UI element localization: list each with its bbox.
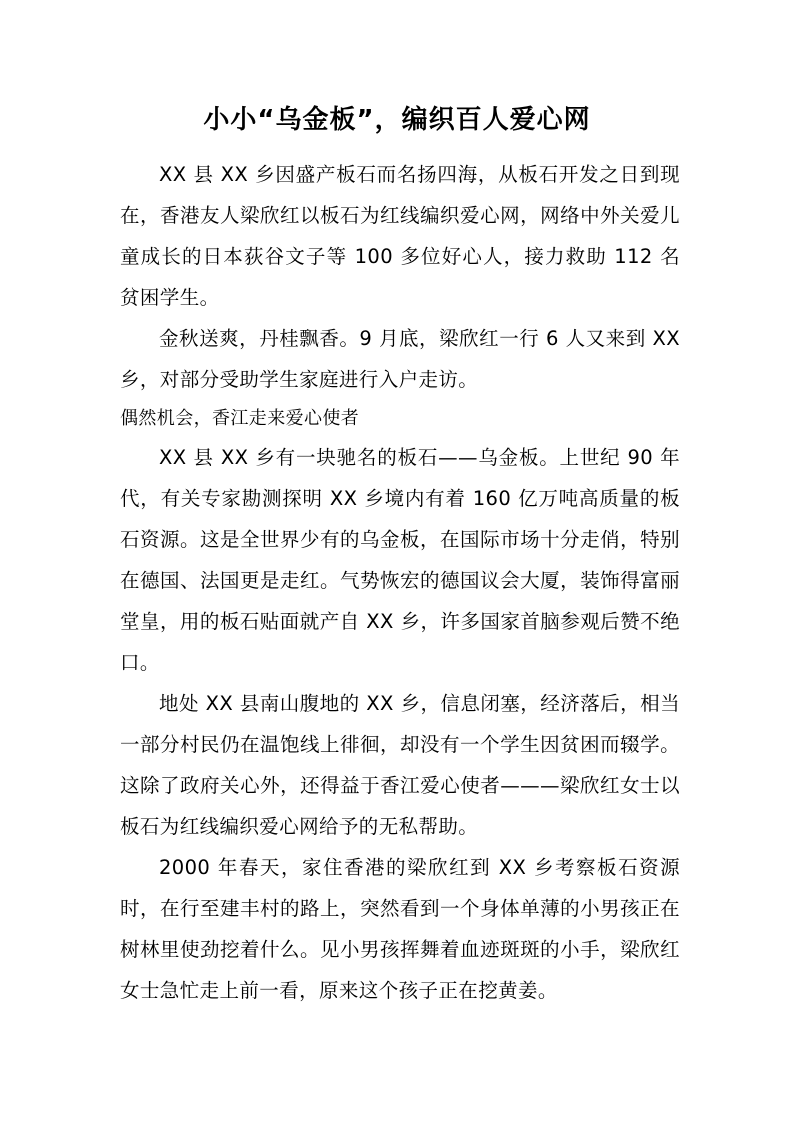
- paragraph-5: 2000 年春天，家住香港的梁欣红到 XX 乡考察板石资源时，在行至建丰村的路上，突然看到一个身体单薄的小男孩正在树林里使劲挖着什么。见小男孩挥舞着血迹斑斑的小手，梁欣红女士急忙走上前一看，原来这个孩子正在挖黄姜。: [120, 856, 680, 1002]
- page-title: 小小“乌金板”，编织百人爱心网: [203, 105, 591, 135]
- paragraph-1: XX 县 XX 乡因盛产板石而名扬四海，从板石开发之日到现在，香港友人梁欣红以板石为红线编织爱心网，网络中外关爱儿童成长的日本荻谷文子等 100 多位好心人，接力救助 112 名贫困学生。: [120, 163, 680, 309]
- section-subheading: 偶然机会，香江走来爱心使者: [120, 408, 360, 429]
- paragraph-3: XX 县 XX 乡有一块驰名的板石——乌金板。上世纪 90 年代，有关专家勘测探明 XX 乡境内有着 160 亿万吨高质量的板石资源。这是全世界少有的乌金板，在国际市场十分走俏，特别在德国、法国更是走红。气势恢宏的德国议会大厦，装饰得富丽堂皇，用的板石贴面就产自 XX 乡，许多国家首脑参观后赞不绝口。: [120, 446, 680, 674]
- paragraph-2: 金秋送爽，丹桂飘香。9 月底，梁欣红一行 6 人又来到 XX 乡，对部分受助学生家庭进行入户走访。: [120, 327, 680, 391]
- article-body: [120, 154, 680, 1011]
- paragraph-4: 地处 XX 县南山腹地的 XX 乡，信息闭塞，经济落后，相当一部分村民仍在温饱线上徘徊，却没有一个学生因贫困而辍学。这除了政府关心外，还得益于香江爱心使者———梁欣红女士以板石为红线编织爱心网给予的无私帮助。: [120, 692, 680, 838]
